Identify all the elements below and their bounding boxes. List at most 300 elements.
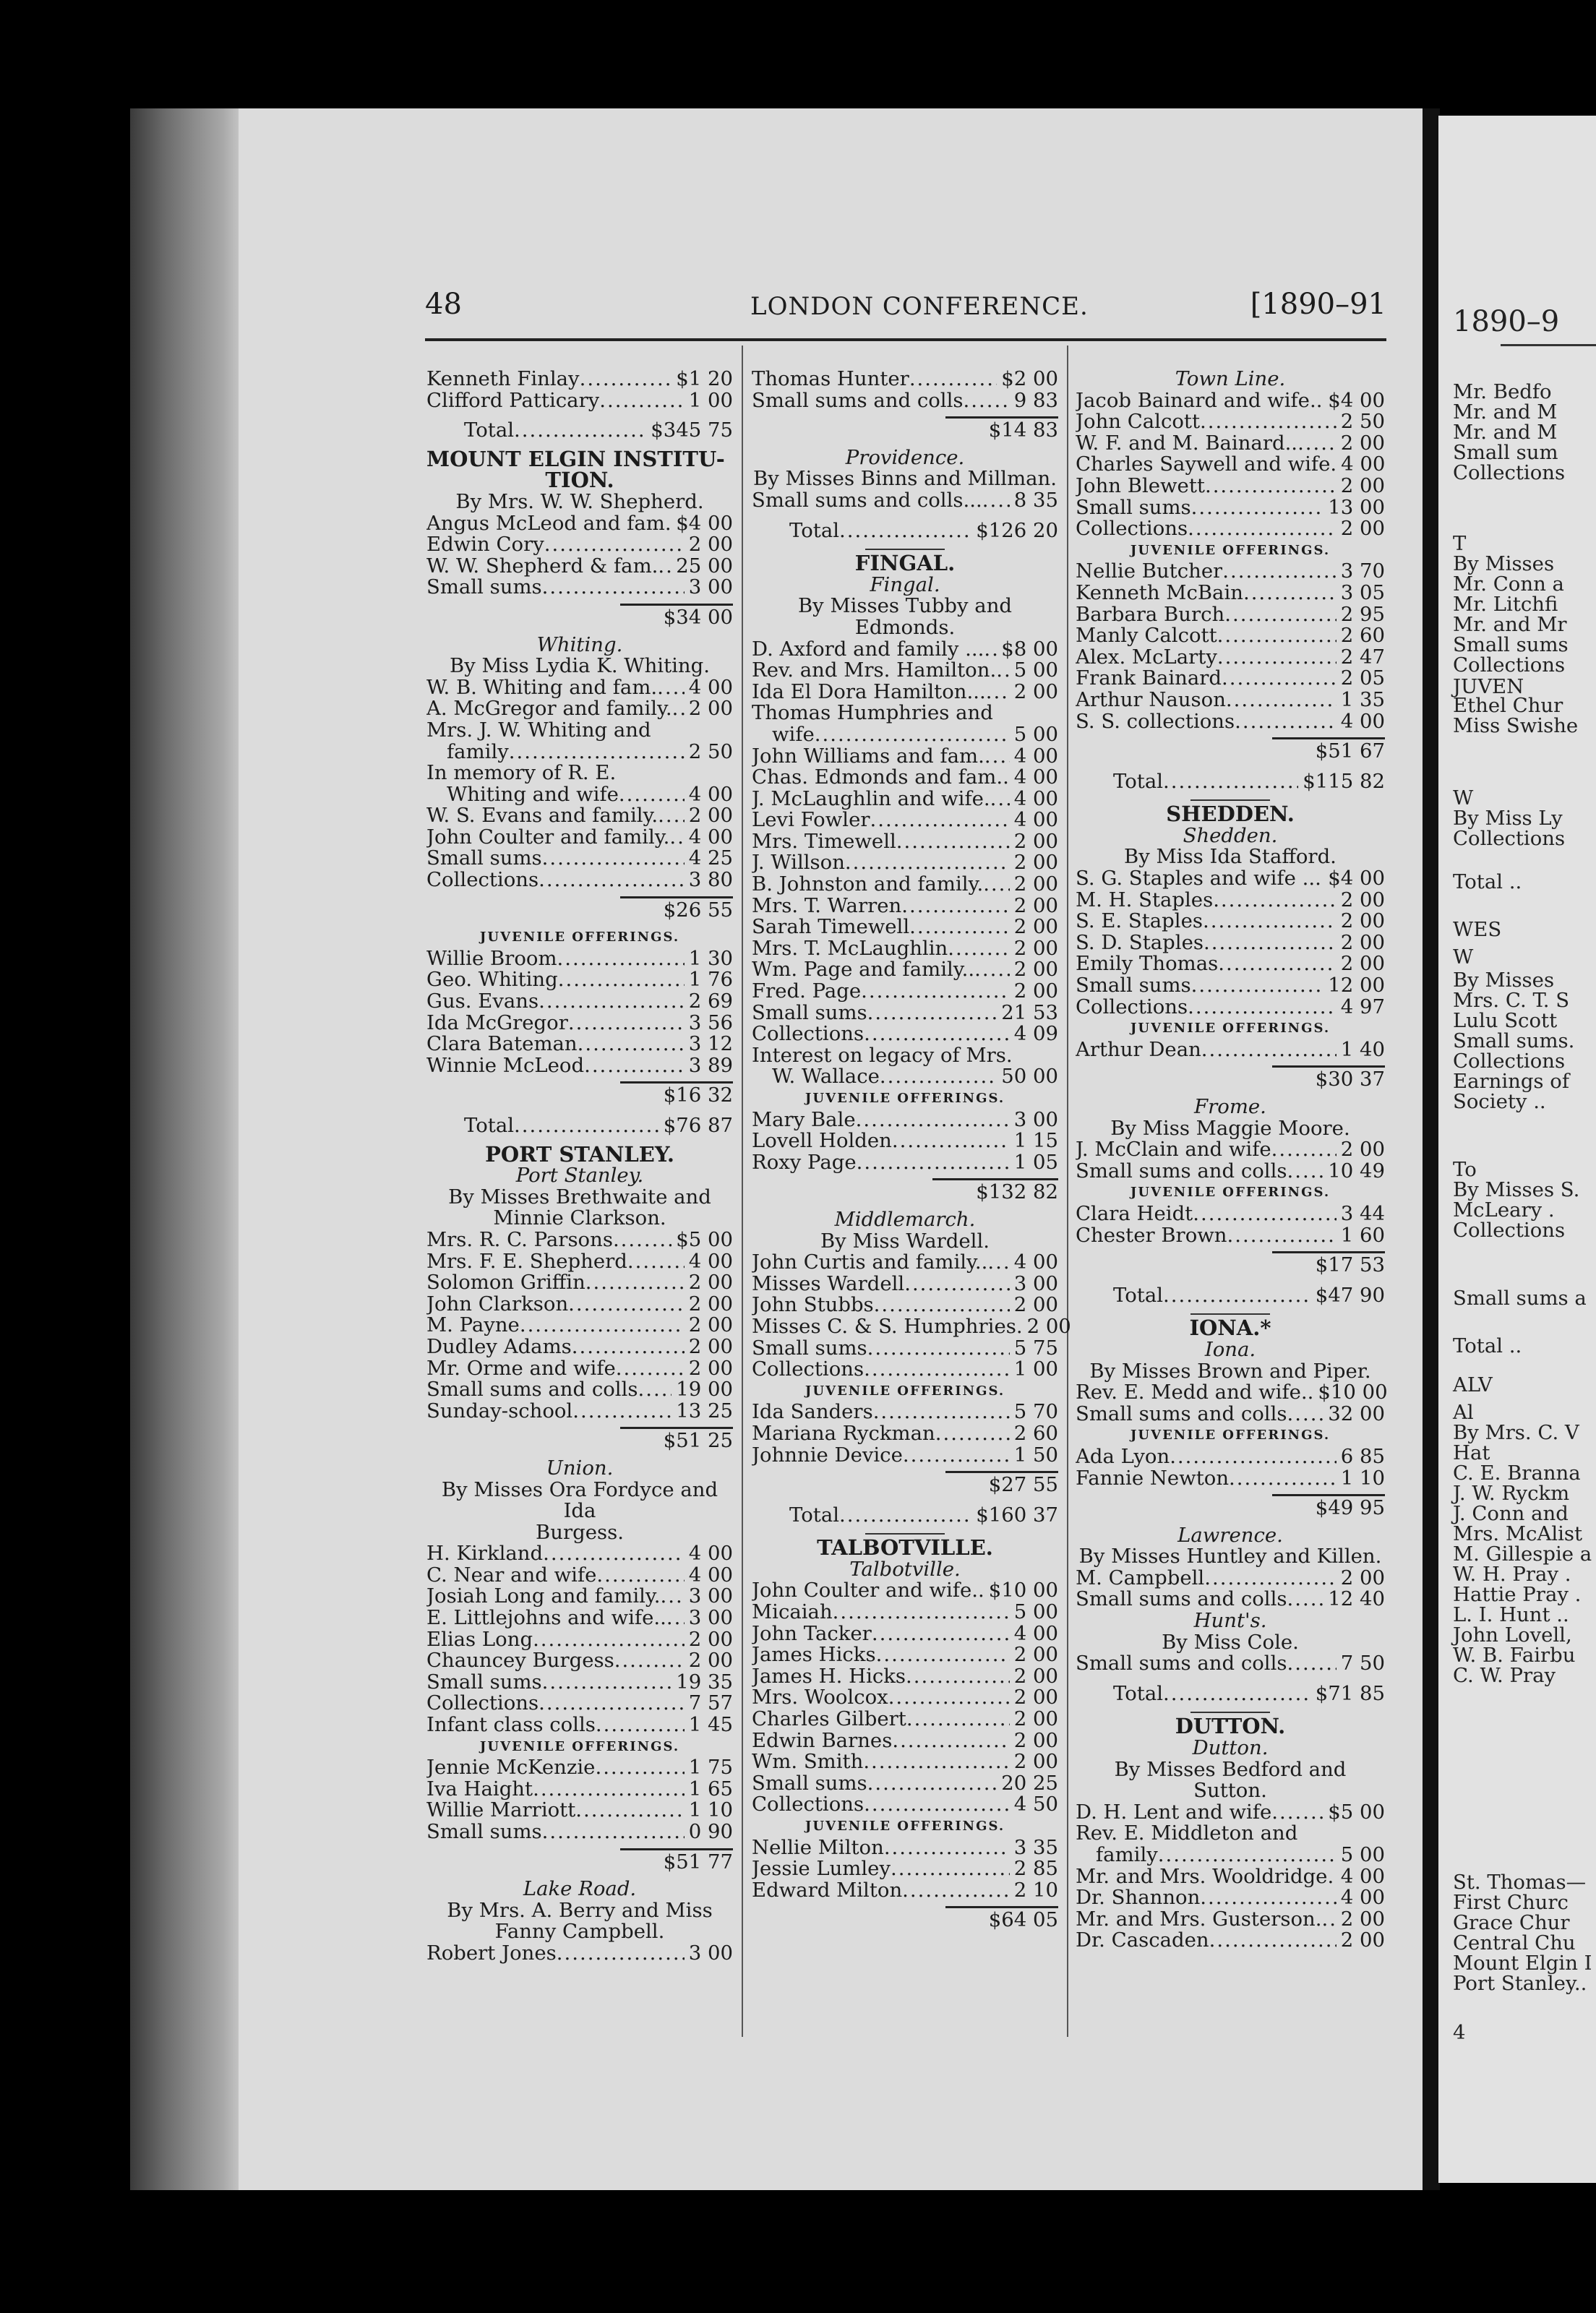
- entry-amount: 4 00: [1340, 1864, 1385, 1888]
- entry-amount: $115 82: [1303, 769, 1385, 793]
- leader-dots: [1213, 890, 1337, 911]
- entry-label: Infant class colls: [426, 1715, 596, 1736]
- facing-page-line: M. Gillespie a: [1453, 1542, 1592, 1566]
- place-heading: Town Line.: [1175, 367, 1286, 390]
- entry-row: [1076, 1845, 1385, 1866]
- entry-label: Small sums and colls: [1076, 1160, 1287, 1183]
- juvenile-offerings-heading: JUVENILE OFFERINGS.: [805, 1819, 1005, 1834]
- entry-amount: 5 00: [1340, 1843, 1385, 1866]
- entry-label: Kenneth Finlay: [426, 369, 580, 390]
- entry-amount: 1 10: [1340, 1466, 1385, 1490]
- leader-dots: [867, 1003, 998, 1024]
- entry-label: Rev. E. Medd and wife..: [1076, 1382, 1314, 1404]
- entry-amount: 4 00: [1341, 452, 1386, 476]
- entry-amount: 13 25: [676, 1399, 733, 1422]
- entry-label: Ida El Dora Hamilton...: [752, 681, 986, 703]
- leader-dots: [584, 1055, 685, 1077]
- collector-line: By Mrs. W. W. Shepherd.: [455, 489, 704, 513]
- entry-amount: 12 40: [1328, 1587, 1385, 1611]
- facing-page-line: By Misses S.: [1453, 1178, 1580, 1201]
- facing-page-line: Collections: [1453, 827, 1566, 850]
- leader-dots: [987, 1252, 1009, 1274]
- entry-label: Small sums and colls: [1076, 1589, 1287, 1611]
- entry-amount: 4 00: [688, 1563, 733, 1587]
- entry-amount: 2 95: [1340, 602, 1385, 626]
- leader-dots: [857, 1152, 1010, 1174]
- entry-label: Elias Long: [426, 1628, 533, 1651]
- place-heading: Lawrence.: [1177, 1523, 1283, 1547]
- facing-page-line: T: [1453, 532, 1467, 555]
- juvenile-offerings-heading: JUVENILE OFFERINGS.: [479, 1738, 680, 1754]
- entry-row: [1076, 1930, 1385, 1952]
- entry-row: [752, 1423, 1058, 1445]
- leader-dots: [1204, 1568, 1337, 1589]
- leader-dots: [891, 1858, 1010, 1880]
- leader-dots: [833, 1602, 1010, 1623]
- leader-dots: [996, 660, 1010, 682]
- entry-amount: $2 00: [1001, 367, 1058, 390]
- entry-amount: 2 00: [688, 533, 733, 557]
- entry-row: [426, 1821, 733, 1843]
- entry-row: [1076, 1446, 1385, 1468]
- entry-amount: $71 85: [1315, 1681, 1385, 1705]
- entry-row: [752, 1580, 1058, 1602]
- subtotal-amount: $132 82: [932, 1178, 1058, 1203]
- total-row: [1076, 1683, 1385, 1705]
- leader-dots: [665, 513, 672, 535]
- leader-dots: [1191, 975, 1324, 997]
- entry-amount: $4 00: [1328, 867, 1385, 891]
- entry-label: Lovell Holden: [752, 1130, 892, 1152]
- entry-row: [1076, 1653, 1385, 1675]
- entry-amount: 4 00: [1013, 1621, 1058, 1645]
- entry-row: [752, 1730, 1058, 1752]
- entry-label: John Coulter and wife..: [752, 1580, 984, 1602]
- entry-row: [426, 948, 733, 970]
- entry-row: [1076, 1802, 1385, 1824]
- collector-line: By Misses Binns and Millman.: [753, 467, 1057, 491]
- entry-row: [1076, 1161, 1385, 1183]
- entry-row: [1076, 433, 1385, 455]
- entry-row: [1076, 953, 1385, 975]
- entry-label: Mary Bale: [752, 1109, 856, 1131]
- entry-amount: 2 00: [688, 1313, 733, 1337]
- entry-label: Collections: [752, 1794, 864, 1816]
- entry-label: family: [1096, 1845, 1158, 1866]
- entry-amount: 4 00: [1340, 1886, 1385, 1910]
- facing-page-line: Mr. Conn a: [1453, 572, 1564, 596]
- leader-dots: [1222, 561, 1337, 583]
- entry-amount: $5 00: [1328, 1800, 1385, 1824]
- entry-label: family: [447, 741, 509, 763]
- page-header: [425, 288, 1386, 331]
- entry-amount: $345 75: [651, 419, 733, 442]
- entry-amount: 2 00: [1013, 893, 1058, 917]
- entry-row: [752, 1709, 1058, 1730]
- facing-page-line: C. E. Branna: [1453, 1462, 1581, 1485]
- leader-dots: [672, 698, 685, 720]
- leader-dots: [983, 874, 1010, 896]
- entry-row: [426, 1757, 733, 1779]
- leader-dots: [1222, 668, 1337, 690]
- facing-page-line: Port Stanley..: [1453, 1972, 1587, 1995]
- leader-dots: [984, 746, 1010, 768]
- entry-label: Total: [464, 420, 515, 442]
- leader-dots: [557, 1943, 685, 1965]
- entry-label: M. Campbell: [1076, 1567, 1205, 1589]
- entry-label-continued: Rev. E. Middleton and: [1076, 1821, 1298, 1845]
- entry-row: [426, 1672, 733, 1694]
- column-2: [752, 367, 1071, 1937]
- entry-row: [426, 1272, 733, 1294]
- column-1: [426, 369, 733, 1965]
- entry-amount: 4 00: [1340, 709, 1385, 733]
- leader-dots: [880, 1066, 997, 1088]
- entry-amount: 2 50: [688, 739, 733, 763]
- entry-amount: 2 00: [1013, 1643, 1058, 1667]
- leader-dots: [1193, 1203, 1337, 1225]
- total-row: [752, 1505, 1058, 1527]
- entry-label: H. Kirkland: [426, 1543, 544, 1565]
- entry-amount: $47 90: [1315, 1283, 1385, 1307]
- entry-label: Winnie McLeod: [426, 1055, 585, 1077]
- facing-page-line: JUVEN: [1453, 675, 1524, 698]
- leader-dots: [1322, 1909, 1337, 1931]
- collector-line: Fanny Campbell.: [494, 1920, 665, 1944]
- entry-label: E. Littlejohns and wife..: [426, 1608, 666, 1629]
- entry-row: [752, 746, 1058, 768]
- entry-amount: 2 00: [688, 1649, 733, 1673]
- leader-dots: [557, 948, 685, 970]
- leader-dots: [1188, 997, 1337, 1018]
- entry-label: Collections: [426, 870, 539, 891]
- entry-amount: 2 60: [1340, 624, 1385, 648]
- entry-label: Sunday-school: [426, 1400, 573, 1422]
- leader-dots: [1170, 1446, 1337, 1468]
- entry-label: Dr. Shannon: [1076, 1887, 1201, 1909]
- subtotal-row: [426, 598, 733, 629]
- leader-dots: [1163, 1285, 1311, 1307]
- entry-row: [752, 981, 1058, 1003]
- book-gutter: [1423, 108, 1440, 2190]
- entry-amount: 0 90: [688, 1820, 733, 1843]
- entry-row: [1076, 932, 1385, 954]
- entry-row: [426, 1715, 733, 1736]
- entry-label: Small sums: [752, 1002, 867, 1024]
- entry-row: [752, 1687, 1058, 1709]
- facing-page-line: Miss Swishe: [1453, 714, 1579, 737]
- entry-label: D. Axford and family ...: [752, 638, 984, 661]
- entry-label: Mr. and Mrs. Gusterson.: [1076, 1908, 1322, 1931]
- leader-dots: [974, 959, 1010, 981]
- place-heading: Port Stanley.: [515, 1164, 644, 1188]
- entry-amount: 5 00: [1013, 722, 1058, 746]
- entry-label: Jessie Lumley: [752, 1858, 891, 1880]
- entry-label: Chas. Edmonds and fam.: [752, 767, 1003, 789]
- entry-label: M. H. Staples: [1076, 889, 1214, 911]
- entry-row: [1076, 997, 1385, 1018]
- entry-label: W. S. Evans and family.: [426, 805, 658, 827]
- collector-line: By Misses Brown and Piper.: [1089, 1359, 1371, 1383]
- collector-line: By Misses Tubby and: [797, 594, 1013, 618]
- entry-label: Solomon Griffin: [426, 1272, 585, 1294]
- facing-header-rule: [1501, 344, 1596, 346]
- collector-line: By Miss Wardell.: [820, 1229, 990, 1253]
- entry-amount: 3 44: [1340, 1201, 1385, 1225]
- section-heading: FINGAL.: [854, 551, 956, 576]
- subtotal-amount: $17 53: [1272, 1251, 1385, 1276]
- entry-label: John Blewett: [1076, 475, 1205, 497]
- entry-label: J. Willson: [752, 852, 845, 875]
- juvenile-offerings-heading: JUVENILE OFFERINGS.: [479, 930, 680, 945]
- entry-amount: 2 47: [1340, 645, 1385, 669]
- entry-row: [1076, 454, 1385, 476]
- entry-amount: 2 00: [1013, 851, 1058, 875]
- entry-label: Rev. and Mrs. Hamilton.: [752, 660, 997, 682]
- entry-row: [1076, 1866, 1385, 1888]
- entry-label: Small sums: [426, 577, 542, 598]
- entry-amount: 4 00: [688, 825, 733, 849]
- subtotal-row: [426, 1076, 733, 1107]
- leader-dots: [1235, 711, 1337, 733]
- entry-amount: 5 00: [1013, 658, 1058, 682]
- entry-amount: $5 00: [676, 1227, 733, 1251]
- entry-label: S. D. Staples: [1076, 932, 1204, 954]
- entry-label: Iva Haight: [426, 1778, 533, 1801]
- entry-amount: 3 56: [688, 1010, 733, 1034]
- entry-label: Dudley Adams: [426, 1336, 572, 1358]
- entry-amount: 4 00: [688, 1542, 733, 1566]
- entry-row: [426, 991, 733, 1013]
- entry-row: [426, 390, 733, 412]
- leader-dots: [990, 789, 1010, 810]
- entry-row: [752, 874, 1058, 896]
- entry-amount: 4 00: [1013, 786, 1058, 810]
- entry-row: [752, 1402, 1058, 1423]
- facing-page-line: Small sums.: [1453, 1029, 1575, 1052]
- entry-row: [752, 1602, 1058, 1623]
- entry-row: [752, 1773, 1058, 1795]
- entry-label: Chester Brown: [1076, 1224, 1227, 1247]
- place-heading: Shedden.: [1183, 823, 1278, 847]
- entry-row: [426, 556, 733, 578]
- entry-amount: 1 40: [1340, 1037, 1385, 1061]
- entry-amount: 4 50: [1013, 1793, 1058, 1816]
- entry-label: Small sums: [426, 1671, 542, 1694]
- entry-row: [752, 390, 1058, 412]
- entry-label: D. H. Lent and wife: [1076, 1801, 1272, 1824]
- entry-row: [752, 724, 1058, 746]
- facing-page-line: Mount Elgin I: [1453, 1952, 1592, 1975]
- entry-amount: 1 05: [1013, 1150, 1058, 1174]
- leader-dots: [1224, 604, 1337, 626]
- leader-dots: [599, 390, 685, 412]
- facing-page-line: By Mrs. C. V: [1453, 1421, 1579, 1444]
- leader-dots: [1315, 868, 1323, 890]
- entry-label: Mrs. Timewell: [752, 831, 896, 853]
- entry-label: Barbara Burch: [1076, 604, 1225, 626]
- facing-page-line: Collections: [1453, 1219, 1566, 1242]
- entry-row: [752, 1295, 1058, 1316]
- entry-amount: $8 00: [1001, 637, 1058, 661]
- leader-dots: [578, 1034, 685, 1055]
- section-heading: PORT STANLEY.: [485, 1141, 674, 1167]
- leader-dots: [864, 1359, 1010, 1381]
- entry-row: [752, 810, 1058, 831]
- entry-amount: 2 00: [1340, 1138, 1385, 1162]
- collector-line: By Misses Brethwaite and: [448, 1185, 711, 1209]
- entry-label: C. Near and wife: [426, 1564, 597, 1587]
- total-row: [426, 420, 733, 442]
- place-heading: Hunt's.: [1193, 1609, 1267, 1633]
- entry-label: Small sums and colls: [1076, 1653, 1287, 1675]
- entry-amount: $10 00: [1318, 1381, 1388, 1404]
- entry-label: Edwin Barnes: [752, 1730, 893, 1752]
- entry-row: [426, 805, 733, 827]
- entry-label: Small sums: [752, 1337, 867, 1360]
- entry-label: Jennie McKenzie: [426, 1757, 596, 1779]
- entry-label: A. McGregor and family.: [426, 698, 672, 720]
- entry-amount: 1 65: [688, 1777, 733, 1801]
- entry-row: [752, 959, 1058, 981]
- leader-dots: [627, 1251, 685, 1273]
- entry-amount: 4 09: [1013, 1022, 1058, 1046]
- leader-dots: [533, 1629, 685, 1651]
- facing-page-line: By Misses: [1453, 969, 1555, 992]
- entry-row: [426, 677, 733, 699]
- entry-label: Clifford Patticary: [426, 390, 600, 412]
- entry-label: Alex. McLarty: [1076, 646, 1217, 669]
- leader-dots: [1003, 767, 1010, 789]
- page-right-facing: [1438, 116, 1596, 2183]
- place-heading: Talbotville.: [849, 1557, 961, 1581]
- entry-row: [426, 369, 733, 390]
- entry-label: Small sums and colls: [1076, 1403, 1287, 1425]
- subtotal-amount: $16 32: [620, 1081, 733, 1107]
- leader-dots: [1297, 433, 1337, 455]
- entry-amount: 2 00: [1013, 1686, 1058, 1709]
- page-number: 48: [425, 288, 462, 321]
- entry-label: Mrs. T. McLaughlin: [752, 937, 948, 960]
- entry-label: S. S. collections: [1076, 711, 1235, 733]
- entry-row: [752, 1314, 1071, 1338]
- entry-amount: 2 00: [688, 1271, 733, 1295]
- entry-row: [752, 679, 1058, 703]
- leader-dots: [558, 969, 685, 991]
- entry-amount: 2 00: [1013, 936, 1058, 960]
- leader-dots: [1163, 771, 1298, 793]
- entry-label: Total: [1113, 1284, 1164, 1307]
- facing-page-line: Hat: [1453, 1441, 1490, 1464]
- entry-row: [1076, 580, 1385, 604]
- entry-amount: 2 00: [688, 1627, 733, 1651]
- collector-line: By Miss Maggie Moore.: [1110, 1116, 1350, 1140]
- entry-row: [1076, 1589, 1385, 1610]
- entry-label-continued: Thomas Humphries and: [752, 701, 993, 725]
- total-row: [1076, 1285, 1385, 1307]
- entry-label: S. E. Staples: [1076, 911, 1203, 932]
- leader-dots: [568, 1013, 685, 1034]
- entry-label: Fred. Page: [752, 981, 862, 1003]
- header-rule: [425, 338, 1386, 341]
- entry-amount: 19 35: [676, 1670, 733, 1694]
- entry-label: Total: [1113, 771, 1164, 793]
- place-heading: Whiting.: [536, 632, 623, 656]
- entry-label: Johnnie Device: [752, 1444, 903, 1467]
- entry-label: Small sums and colls: [752, 390, 964, 412]
- entry-row: [1076, 473, 1385, 497]
- leader-dots: [839, 1505, 971, 1527]
- collector-line: By Misses Huntley and Killen.: [1078, 1545, 1382, 1569]
- entry-amount: $4 00: [1328, 388, 1385, 412]
- entry-label: Frank Bainard: [1076, 668, 1222, 690]
- facing-page-line: By Miss Ly: [1453, 807, 1563, 830]
- entry-amount: 4 00: [1013, 808, 1058, 832]
- entry-amount: $4 00: [676, 511, 733, 535]
- facing-page-line: Mr. and Mr: [1453, 613, 1567, 636]
- leader-dots: [1271, 1802, 1323, 1824]
- leader-dots: [509, 742, 685, 763]
- leader-dots: [543, 1543, 685, 1565]
- entry-row: [1076, 411, 1385, 433]
- entry-row: [1076, 1468, 1385, 1490]
- entry-label-continued: In memory of R. E.: [426, 761, 617, 785]
- entry-label: W. W. Shepherd & fam.: [426, 555, 658, 578]
- leader-dots: [861, 981, 1010, 1003]
- entry-row: [426, 1800, 733, 1821]
- entry-amount: 2 00: [1013, 872, 1058, 896]
- entry-label: Mrs. R. C. Parsons: [426, 1229, 613, 1251]
- leader-dots: [864, 1794, 1010, 1816]
- leader-dots: [596, 1715, 685, 1736]
- entry-label-continued: Mrs. J. W. Whiting and: [426, 718, 651, 742]
- entry-amount: 2 00: [1340, 1566, 1385, 1589]
- leader-dots: [520, 1315, 685, 1336]
- entry-label: Angus McLeod and fam: [426, 512, 665, 535]
- subtotal-amount: $27 55: [945, 1471, 1058, 1496]
- leader-dots: [661, 1586, 685, 1608]
- entry-label: Kenneth McBain: [1076, 582, 1243, 604]
- entry-amount: 2 00: [1013, 915, 1058, 939]
- entry-amount: 3 80: [688, 868, 733, 892]
- leader-dots: [514, 420, 646, 442]
- entry-row: [752, 1837, 1058, 1859]
- entry-label: Thomas Hunter: [752, 369, 909, 390]
- entry-row: [426, 1055, 733, 1077]
- entry-row: [1076, 1381, 1388, 1404]
- entry-label: John Curtis and family..: [752, 1252, 988, 1274]
- entry-amount: 2 00: [1026, 1314, 1071, 1338]
- entry-row: [426, 1034, 733, 1055]
- entry-amount: 3 70: [1340, 559, 1385, 583]
- entry-amount: 2 00: [1013, 1728, 1058, 1752]
- facing-page-line: Earnings of: [1453, 1070, 1570, 1093]
- entry-amount: 1 30: [688, 946, 733, 970]
- entry-label: Small sums: [1076, 497, 1191, 519]
- leader-dots: [906, 1666, 1010, 1688]
- entry-row: [752, 1623, 1058, 1645]
- entry-row: [752, 1858, 1058, 1880]
- facing-page-line: J. Conn and: [1453, 1502, 1569, 1525]
- entry-amount: 2 00: [1340, 1928, 1385, 1952]
- entry-label: W. B. Whiting and fam.: [426, 677, 658, 699]
- entry-amount: 19 00: [676, 1378, 733, 1402]
- leader-dots: [616, 1358, 685, 1380]
- entry-label: Robert Jones: [426, 1942, 557, 1965]
- leader-dots: [1191, 497, 1324, 519]
- entry-label-continued: Interest on legacy of Mrs.: [752, 1043, 1013, 1067]
- entry-label: Mrs. T. Warren: [752, 895, 902, 917]
